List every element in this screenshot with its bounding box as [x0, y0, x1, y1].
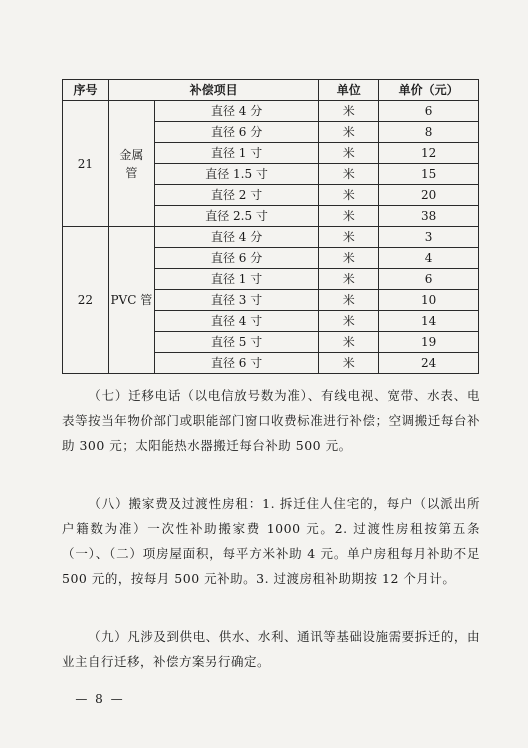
price-cell: 19	[379, 332, 479, 353]
price-cell: 6	[379, 101, 479, 122]
price-cell: 20	[379, 185, 479, 206]
unit-cell: 米	[319, 122, 379, 143]
group-category: PVC 管	[108, 227, 154, 374]
paragraph-8-text: （八）搬家费及过渡性房租：1. 拆迁住人住宅的，每户（以派出所户籍数为准）一次性补助搬家费 1000 元。2. 过渡性房租按第五条（一）、（二）项房屋面积，每平方米补助 4 元。单户房租每月补助不足 500 元的，按每月 500 元补助。3. 过渡房租补助期按 12 个月计。	[62, 496, 480, 586]
unit-cell: 米	[319, 185, 379, 206]
unit-cell: 米	[319, 206, 379, 227]
item-cell: 直径 6 分	[154, 248, 319, 269]
page-number: — 8 —	[75, 692, 125, 706]
price-cell: 4	[379, 248, 479, 269]
unit-cell: 米	[319, 164, 379, 185]
price-cell: 14	[379, 311, 479, 332]
price-cell: 6	[379, 269, 479, 290]
unit-cell: 米	[319, 143, 379, 164]
item-cell: 直径 1 寸	[154, 269, 319, 290]
item-cell: 直径 5 寸	[154, 332, 319, 353]
unit-cell: 米	[319, 332, 379, 353]
item-cell: 直径 2.5 寸	[154, 206, 319, 227]
table-row	[63, 227, 479, 248]
unit-cell: 米	[319, 353, 379, 374]
paragraph-9	[62, 624, 480, 674]
item-cell: 直径 2 寸	[154, 185, 319, 206]
unit-cell: 米	[319, 311, 379, 332]
unit-cell: 米	[319, 227, 379, 248]
group-category: 金属管	[108, 101, 154, 227]
header-item: 补偿项目	[108, 80, 318, 101]
header-no: 序号	[63, 80, 109, 101]
price-cell: 3	[379, 227, 479, 248]
price-cell: 24	[379, 353, 479, 374]
paragraph-7	[62, 383, 480, 458]
header-price: 单价（元）	[379, 80, 479, 101]
item-cell: 直径 3 寸	[154, 290, 319, 311]
group-number: 22	[63, 227, 109, 374]
unit-cell: 米	[319, 101, 379, 122]
unit-cell: 米	[319, 248, 379, 269]
table-row	[63, 101, 479, 122]
item-cell: 直径 1 寸	[154, 143, 319, 164]
item-cell: 直径 1.5 寸	[154, 164, 319, 185]
paragraph-9-text: （九）凡涉及到供电、供水、水利、通讯等基础设施需要拆迁的，由业主自行迁移，补偿方案另行确定。	[62, 629, 480, 669]
header-unit: 单位	[319, 80, 379, 101]
unit-cell: 米	[319, 269, 379, 290]
price-cell: 12	[379, 143, 479, 164]
paragraph-7-text: （七）迁移电话（以电信放号数为准）、有线电视、宽带、水表、电表等按当年物价部门或职能部门窗口收费标准进行补偿；空调搬迁每台补助 300 元；太阳能热水器搬迁每台补助 500 元。	[62, 388, 480, 453]
table-header-row	[63, 80, 479, 101]
paragraph-8	[62, 491, 480, 591]
price-cell: 38	[379, 206, 479, 227]
compensation-table	[62, 79, 479, 374]
price-cell: 8	[379, 122, 479, 143]
item-cell: 直径 4 分	[154, 101, 319, 122]
price-cell: 15	[379, 164, 479, 185]
item-cell: 直径 4 寸	[154, 311, 319, 332]
item-cell: 直径 6 分	[154, 122, 319, 143]
group-number: 21	[63, 101, 109, 227]
item-cell: 直径 4 分	[154, 227, 319, 248]
item-cell: 直径 6 寸	[154, 353, 319, 374]
unit-cell: 米	[319, 290, 379, 311]
price-cell: 10	[379, 290, 479, 311]
